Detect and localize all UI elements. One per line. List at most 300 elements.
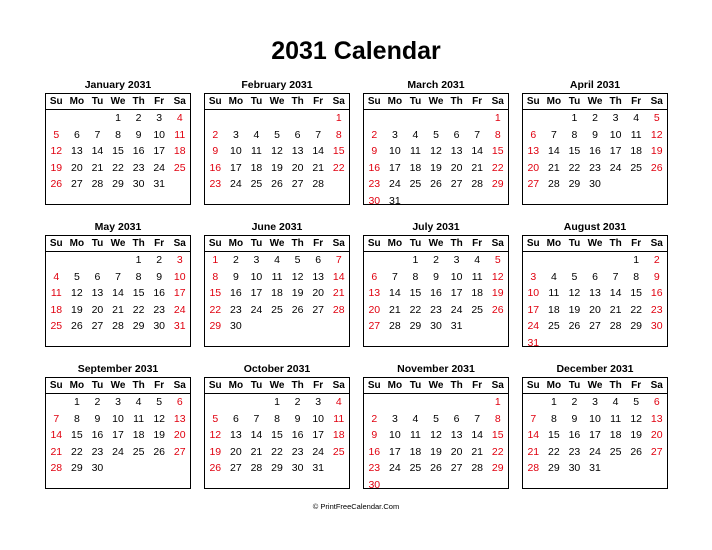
week-row xyxy=(205,411,349,428)
weekend-day xyxy=(646,460,667,477)
weekday-label: Tu xyxy=(91,96,104,107)
day-cell: 12 xyxy=(430,145,442,157)
day-cell: 17 xyxy=(389,161,401,174)
day-cell: 27 xyxy=(291,178,304,190)
weekend-day: 20 xyxy=(368,303,381,316)
month-name: November 2031 xyxy=(397,363,475,375)
weekday-label: Tu xyxy=(409,238,422,249)
day-cell: 28 xyxy=(548,178,560,190)
day-cell: 29 xyxy=(71,462,83,474)
weekday-label: Mo xyxy=(69,96,85,107)
day-cell: 12 xyxy=(291,270,304,283)
day-cell: 9 xyxy=(94,412,101,425)
day-cell: 21 xyxy=(471,445,484,458)
weekday-label: Su xyxy=(208,238,222,249)
month-name: January 2031 xyxy=(84,79,152,91)
day-cell xyxy=(467,477,488,490)
day-cell: 31 xyxy=(389,194,401,205)
day-cell: 27 xyxy=(450,178,463,190)
day-cell: 10 xyxy=(112,412,124,425)
day-cell: 3 xyxy=(391,128,398,141)
month-table xyxy=(363,235,509,347)
day-cell: 16 xyxy=(589,145,601,157)
week-row xyxy=(364,176,508,193)
weekend-day: 23 xyxy=(209,178,222,190)
week-row xyxy=(46,318,190,335)
day-cell: 30 xyxy=(230,320,242,332)
day-cell xyxy=(287,110,308,127)
day-cell: 20 xyxy=(230,445,242,458)
day-cell: 11 xyxy=(471,270,483,283)
day-cell: 5 xyxy=(274,128,280,141)
month-block xyxy=(522,78,668,205)
day-cell: 2 xyxy=(135,112,142,124)
day-cell: 16 xyxy=(230,287,242,299)
day-cell: 22 xyxy=(548,445,560,458)
weekend-day: 8 xyxy=(494,128,501,141)
day-cell xyxy=(385,252,406,269)
week-row xyxy=(46,394,190,411)
day-cell: 4 xyxy=(550,270,557,283)
day-cell: 20 xyxy=(91,303,104,316)
weekday-label: We xyxy=(269,380,285,391)
weekday-label: Su xyxy=(526,96,540,107)
week-row xyxy=(523,160,667,177)
day-cell: 19 xyxy=(271,161,283,174)
month-name: July 2031 xyxy=(412,221,460,233)
day-cell: 2 xyxy=(94,396,101,408)
day-cell: 9 xyxy=(156,270,163,283)
day-cell: 14 xyxy=(471,145,484,157)
month-table xyxy=(204,93,350,205)
weekend-day: 25 xyxy=(50,320,63,332)
weekend-day xyxy=(328,318,349,335)
day-cell: 12 xyxy=(630,412,643,425)
week-row xyxy=(205,394,349,411)
day-cell: 24 xyxy=(230,178,242,190)
day-cell: 10 xyxy=(250,270,263,283)
day-cell: 13 xyxy=(91,287,104,299)
month-block xyxy=(45,362,191,489)
weekday-label: We xyxy=(269,96,285,107)
week-row xyxy=(205,302,349,319)
weekend-day: 26 xyxy=(50,178,63,190)
day-cell: 4 xyxy=(135,396,142,408)
day-cell: 19 xyxy=(291,287,304,299)
week-row xyxy=(364,411,508,428)
week-row xyxy=(364,160,508,177)
day-cell: 29 xyxy=(271,462,283,474)
day-cell: 3 xyxy=(156,112,163,124)
weekend-day xyxy=(169,176,190,193)
month-table xyxy=(522,93,668,205)
weekend-day: 18 xyxy=(332,429,345,441)
weekday-header xyxy=(523,236,667,252)
page-title: 2031 Calendar xyxy=(271,37,441,65)
day-cell: 10 xyxy=(589,412,601,425)
day-cell: 7 xyxy=(253,412,260,425)
day-cell: 9 xyxy=(571,412,578,425)
day-cell: 15 xyxy=(409,287,422,299)
day-cell: 7 xyxy=(391,270,398,283)
day-cell: 15 xyxy=(112,145,124,157)
month-name: April 2031 xyxy=(569,79,621,91)
day-cell: 22 xyxy=(271,445,283,458)
week-row xyxy=(364,444,508,461)
day-cell: 25 xyxy=(132,445,145,458)
weekday-label: We xyxy=(110,96,126,107)
day-cell: 19 xyxy=(568,303,581,316)
day-cell: 12 xyxy=(568,287,581,299)
day-cell: 24 xyxy=(389,178,401,190)
day-cell: 18 xyxy=(271,287,283,299)
weekday-label: Fr xyxy=(631,96,642,107)
day-cell: 17 xyxy=(230,161,242,174)
day-cell: 22 xyxy=(630,303,643,316)
day-cell xyxy=(267,318,288,335)
day-cell: 12 xyxy=(153,412,166,425)
weekend-day: 3 xyxy=(530,270,537,283)
day-cell: 10 xyxy=(230,145,242,157)
weekend-day xyxy=(487,477,508,490)
day-cell: 12 xyxy=(430,429,442,441)
weekday-label: Mo xyxy=(69,380,85,391)
day-cell: 5 xyxy=(294,254,301,266)
week-row xyxy=(523,269,667,286)
weekend-day: 22 xyxy=(491,161,504,174)
weekend-day: 14 xyxy=(50,429,63,441)
week-row xyxy=(523,302,667,319)
weekday-label: Tu xyxy=(250,96,263,107)
day-cell: 3 xyxy=(612,112,619,124)
day-cell: 11 xyxy=(409,429,421,441)
month-block xyxy=(204,78,350,205)
weekday-header xyxy=(523,378,667,394)
day-cell: 26 xyxy=(568,320,581,332)
day-cell: 17 xyxy=(312,429,325,441)
day-cell: 22 xyxy=(112,161,124,174)
day-cell: 31 xyxy=(312,462,325,474)
day-cell xyxy=(426,394,447,411)
weekend-day: 2 xyxy=(371,412,378,425)
weekend-day: 13 xyxy=(368,287,381,299)
day-cell: 31 xyxy=(589,462,601,474)
weekend-day xyxy=(646,335,667,348)
day-cell: 20 xyxy=(450,161,463,174)
weekend-day: 19 xyxy=(650,145,663,157)
week-row xyxy=(364,394,508,411)
month-name: December 2031 xyxy=(556,363,634,375)
day-cell: 2 xyxy=(571,396,578,408)
day-cell: 25 xyxy=(250,178,263,190)
weekend-day xyxy=(646,176,667,193)
weekday-header xyxy=(46,378,190,394)
day-cell: 17 xyxy=(389,445,401,458)
week-row xyxy=(46,127,190,144)
day-cell: 6 xyxy=(294,128,301,141)
day-cell: 6 xyxy=(315,254,322,266)
day-cell: 29 xyxy=(568,178,581,190)
weekday-label: Th xyxy=(609,238,622,249)
day-cell: 30 xyxy=(589,178,601,190)
weekend-day: 10 xyxy=(173,270,186,283)
day-cell: 17 xyxy=(450,287,463,299)
weekend-day: 22 xyxy=(332,161,345,174)
day-cell: 27 xyxy=(589,320,601,332)
weekday-label: Fr xyxy=(313,380,324,391)
day-cell: 25 xyxy=(609,445,622,458)
day-cell: 27 xyxy=(91,320,104,332)
weekend-day xyxy=(487,193,508,206)
day-cell: 9 xyxy=(294,412,301,425)
day-cell: 11 xyxy=(250,145,262,157)
weekend-day xyxy=(364,110,385,127)
month-name: February 2031 xyxy=(241,79,313,91)
weekend-day: 21 xyxy=(50,445,63,458)
weekday-label: Su xyxy=(367,96,381,107)
day-cell: 26 xyxy=(153,445,166,458)
weekend-day: 31 xyxy=(173,320,186,332)
weekend-day: 19 xyxy=(50,161,63,174)
day-cell: 25 xyxy=(271,303,283,316)
weekday-label: Sa xyxy=(332,238,345,249)
day-cell xyxy=(605,252,626,269)
weekend-day: 16 xyxy=(368,161,381,174)
week-row xyxy=(364,318,508,335)
day-cell: 18 xyxy=(409,445,422,458)
weekday-label: Tu xyxy=(409,96,422,107)
day-cell: 27 xyxy=(230,462,242,474)
day-cell: 5 xyxy=(571,270,578,283)
weekend-day: 19 xyxy=(209,445,222,458)
month-table xyxy=(45,235,191,347)
month-block xyxy=(45,220,191,347)
weekend-day xyxy=(364,252,385,269)
day-cell: 27 xyxy=(71,178,83,190)
day-cell: 10 xyxy=(389,429,401,441)
week-row xyxy=(364,143,508,160)
day-cell: 9 xyxy=(592,128,598,141)
weekend-day: 22 xyxy=(209,303,222,316)
week-row xyxy=(364,302,508,319)
day-cell xyxy=(149,460,170,477)
weekday-label: Sa xyxy=(491,96,504,107)
day-cell: 13 xyxy=(291,145,304,157)
day-cell: 7 xyxy=(115,270,121,283)
day-cell: 6 xyxy=(453,128,460,141)
day-cell: 6 xyxy=(94,270,101,283)
day-cell: 28 xyxy=(609,320,622,332)
day-cell: 4 xyxy=(474,254,481,266)
day-cell: 18 xyxy=(630,145,643,157)
weekday-label: Su xyxy=(367,380,381,391)
day-cell: 11 xyxy=(610,412,622,425)
week-row xyxy=(364,427,508,444)
weekend-day xyxy=(169,460,190,477)
weekend-day: 18 xyxy=(50,303,63,316)
day-cell: 18 xyxy=(132,429,145,441)
day-cell: 12 xyxy=(71,287,83,299)
day-cell: 31 xyxy=(450,320,463,332)
weekday-label: Fr xyxy=(154,380,165,391)
day-cell xyxy=(626,335,647,348)
weekend-day: 29 xyxy=(491,178,504,190)
weekday-label: Mo xyxy=(228,238,244,249)
day-cell: 30 xyxy=(91,462,104,474)
day-cell xyxy=(564,252,585,269)
weekday-label: Th xyxy=(450,238,463,249)
weekend-day: 20 xyxy=(173,429,186,441)
day-cell: 17 xyxy=(250,287,263,299)
weekday-label: Sa xyxy=(332,380,345,391)
day-cell: 17 xyxy=(589,429,601,441)
day-cell: 16 xyxy=(132,145,145,157)
day-cell: 14 xyxy=(389,287,401,299)
weekday-label: Fr xyxy=(313,238,324,249)
day-cell: 26 xyxy=(430,178,442,190)
day-cell: 8 xyxy=(550,412,557,425)
day-cell: 14 xyxy=(112,287,124,299)
day-cell xyxy=(226,110,247,127)
day-cell xyxy=(226,394,247,411)
week-row xyxy=(364,127,508,144)
weekday-label: Mo xyxy=(228,96,244,107)
day-cell: 15 xyxy=(271,429,283,441)
day-cell: 11 xyxy=(133,412,145,425)
month-block xyxy=(45,78,191,205)
weekend-day xyxy=(523,394,544,411)
day-cell: 20 xyxy=(312,287,325,299)
day-cell xyxy=(626,176,647,193)
day-cell: 23 xyxy=(291,445,304,458)
day-cell: 11 xyxy=(409,145,421,157)
week-row xyxy=(46,302,190,319)
day-cell: 10 xyxy=(389,145,401,157)
weekend-day: 31 xyxy=(527,336,540,347)
weekend-day: 29 xyxy=(491,462,504,474)
day-cell xyxy=(426,477,447,490)
day-cell: 27 xyxy=(312,303,325,316)
weekend-day: 30 xyxy=(368,194,381,205)
day-cell: 8 xyxy=(115,128,121,141)
weekend-day: 5 xyxy=(53,128,60,141)
week-row xyxy=(523,411,667,428)
weekend-day: 20 xyxy=(527,161,540,174)
weekday-label: Fr xyxy=(631,238,642,249)
day-cell xyxy=(605,335,626,348)
day-cell: 2 xyxy=(156,254,163,266)
weekday-label: Tu xyxy=(250,380,263,391)
day-cell: 21 xyxy=(250,445,263,458)
day-cell xyxy=(246,318,267,335)
day-cell: 30 xyxy=(132,178,145,190)
day-cell: 16 xyxy=(568,429,581,441)
week-row xyxy=(364,269,508,286)
day-cell: 28 xyxy=(471,462,484,474)
weekday-label: Sa xyxy=(173,238,186,249)
weekday-label: Th xyxy=(450,96,463,107)
day-cell: 26 xyxy=(291,303,304,316)
week-row xyxy=(46,110,190,127)
month-block xyxy=(522,220,668,347)
week-row xyxy=(523,444,667,461)
week-row xyxy=(46,411,190,428)
day-cell: 5 xyxy=(73,270,80,283)
day-cell: 5 xyxy=(433,128,439,141)
day-cell: 23 xyxy=(589,161,601,174)
day-cell: 9 xyxy=(232,270,239,283)
day-cell: 21 xyxy=(91,161,104,174)
weekday-label: Su xyxy=(526,380,540,391)
day-cell: 20 xyxy=(589,303,601,316)
month-name: September 2031 xyxy=(77,363,159,375)
month-name: March 2031 xyxy=(407,79,465,91)
day-cell: 1 xyxy=(633,254,640,266)
weekend-day: 2 xyxy=(653,254,660,266)
weekend-day xyxy=(487,318,508,335)
weekend-day: 25 xyxy=(173,161,186,174)
weekend-day xyxy=(364,394,385,411)
weekday-label: Sa xyxy=(332,96,345,107)
day-cell xyxy=(564,335,585,348)
weekend-day: 12 xyxy=(650,128,663,141)
day-cell xyxy=(605,460,626,477)
day-cell: 3 xyxy=(232,128,239,141)
day-cell: 10 xyxy=(450,270,463,283)
week-row xyxy=(205,460,349,477)
weekday-label: Sa xyxy=(491,380,504,391)
day-cell: 24 xyxy=(153,161,166,174)
week-row xyxy=(205,444,349,461)
weekend-day: 1 xyxy=(494,112,501,124)
day-cell xyxy=(426,110,447,127)
month-table xyxy=(522,235,668,347)
day-cell: 26 xyxy=(430,462,442,474)
day-cell xyxy=(467,110,488,127)
day-cell xyxy=(467,193,488,206)
day-cell: 23 xyxy=(430,303,442,316)
weekend-day: 9 xyxy=(371,429,378,441)
day-cell: 21 xyxy=(312,161,325,174)
weekday-label: Tu xyxy=(568,238,581,249)
day-cell: 18 xyxy=(609,429,622,441)
day-cell xyxy=(128,460,149,477)
day-cell: 24 xyxy=(609,161,622,174)
day-cell: 7 xyxy=(474,128,481,141)
day-cell: 15 xyxy=(132,287,145,299)
day-cell: 22 xyxy=(409,303,422,316)
month-block xyxy=(204,362,350,489)
day-cell: 16 xyxy=(153,287,166,299)
day-cell: 11 xyxy=(548,287,560,299)
day-cell: 30 xyxy=(430,320,442,332)
weekday-label: Su xyxy=(526,238,540,249)
day-cell: 13 xyxy=(450,429,463,441)
day-cell xyxy=(467,318,488,335)
weekday-header xyxy=(523,94,667,110)
week-row xyxy=(523,460,667,477)
weekday-label: Th xyxy=(450,380,463,391)
month-table xyxy=(204,377,350,489)
weekend-day: 3 xyxy=(176,254,183,266)
weekday-header xyxy=(46,94,190,110)
day-cell: 1 xyxy=(550,396,557,408)
weekday-label: Su xyxy=(367,238,381,249)
weekday-header xyxy=(364,236,508,252)
day-cell: 1 xyxy=(274,396,280,408)
week-row xyxy=(205,127,349,144)
day-cell: 25 xyxy=(630,161,643,174)
